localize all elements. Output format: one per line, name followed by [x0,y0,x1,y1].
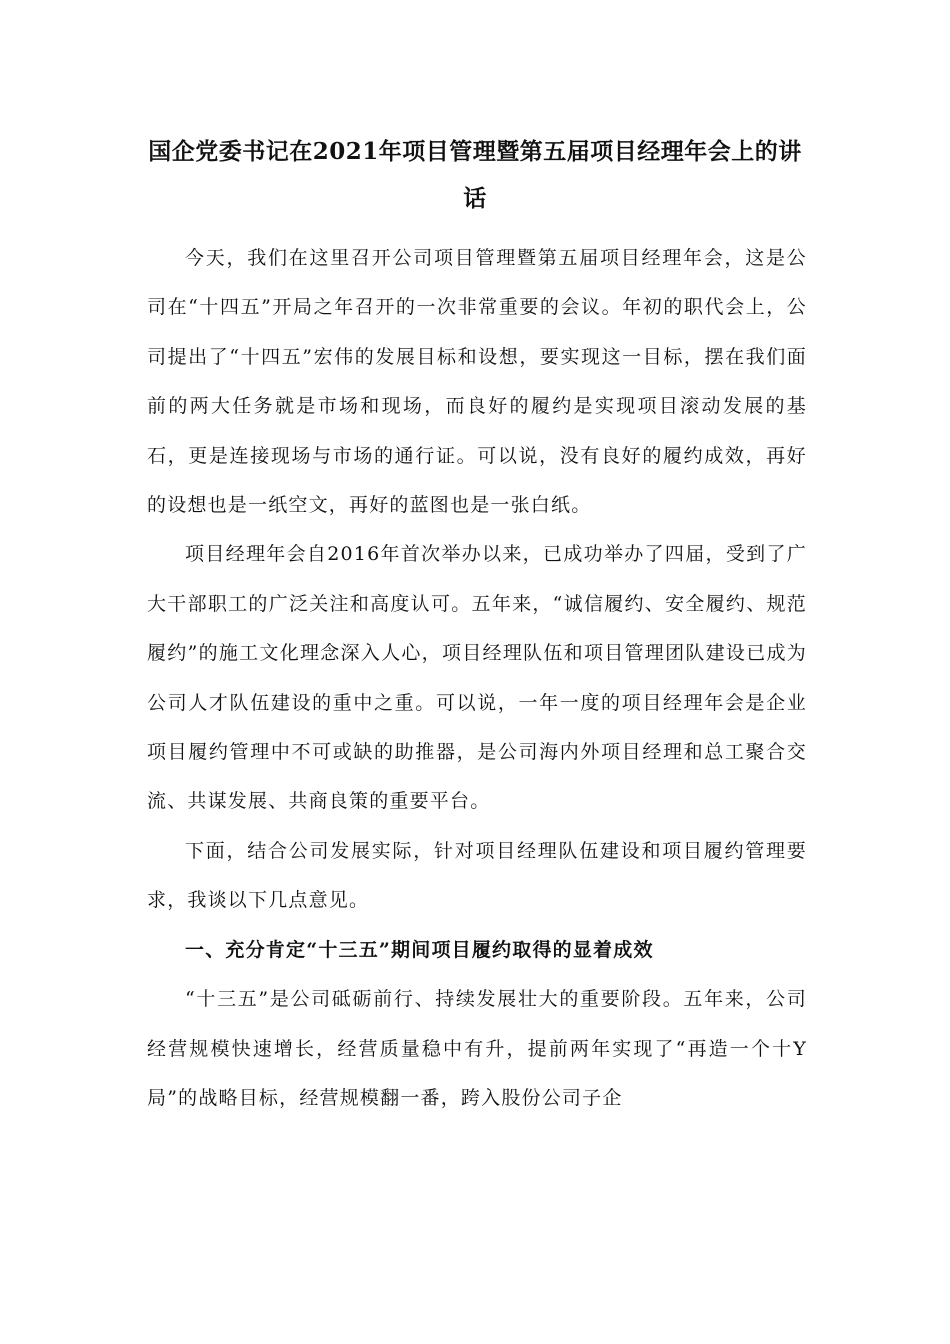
document-body [147,234,807,1123]
paragraph-section-1: “十三五”是公司砥砺前行、持续发展壮大的重要阶段。五年来，公司经营规模快速增长，经营质量稳中有升，提前两年实现了“再造一个十Y局”的战略目标，经营规模翻一番，跨入股份公司子企 [147,988,807,1109]
section-heading-1: 一、充分肯定“十三五”期间项目履约取得的显着成效 [185,938,654,961]
paragraph-introduction-of-opinions: 下面，结合公司发展实际，针对项目经理队伍建设和项目履约管理要求，我谈以下几点意见。 [147,839,807,912]
document-title: 国企党委书记在2021年项目管理暨第五届项目经理年会上的讲话 [148,138,802,212]
paragraph-opening: 今天，我们在这里召开公司项目管理暨第五届项目经理年会，这是公司在“十四五”开局之年召开的一次非常重要的会议。年初的职代会上，公司提出了“十四五”宏伟的发展目标和设想，要实现这一目标，摆在我们面前的两大任务就是市场和现场，而良好的履约是实现项目滚动发展的基石，更是连接现场与市场的通行证。可以说，没有良好的履约成效，再好的设想也是一纸空文，再好的蓝图也是一张白纸。 [147,247,807,517]
paragraph-annual-meeting-history: 项目经理年会自2016年首次举办以来，已成功举办了四届，受到了广大干部职工的广泛关注和高度认可。五年来，“诚信履约、安全履约、规范履约”的施工文化理念深入人心，项目经理队伍和项目管理团队建设已成为公司人才队伍建设的重中之重。可以说，一年一度的项目经理年会是企业项目履约管理中不可或缺的助推器，是公司海内外项目经理和总工聚合交流、共谋发展、共商良策的重要平台。 [147,543,807,813]
